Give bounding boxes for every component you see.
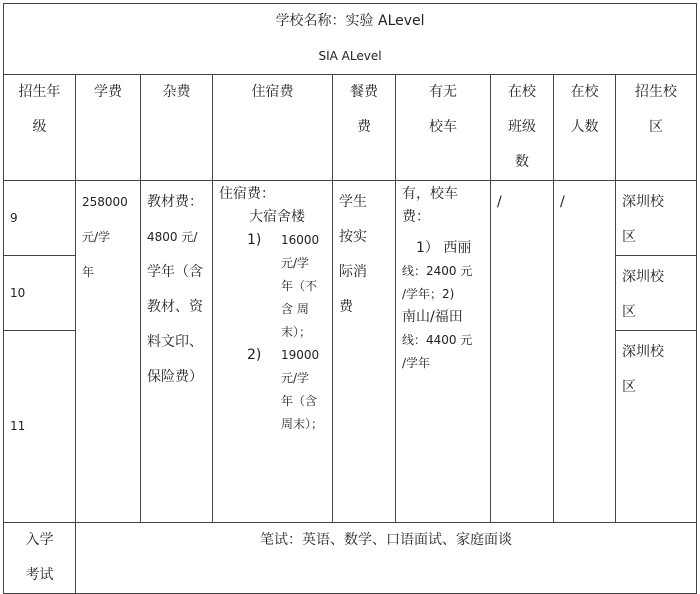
campus-l1: 深圳校 bbox=[622, 344, 664, 360]
header-students-l2: 人数 bbox=[570, 119, 599, 135]
school-name-cell bbox=[4, 4, 697, 75]
header-misc: 杂费 bbox=[141, 75, 213, 181]
bus-l7: 线：4400 元 bbox=[402, 333, 473, 347]
meal-l4: 费 bbox=[339, 299, 353, 315]
meal-l2: 按实 bbox=[339, 229, 367, 245]
tuition-cell bbox=[76, 181, 141, 523]
bus-l6: 南山/福田 bbox=[402, 309, 463, 325]
grade-cell: 11 bbox=[4, 331, 76, 523]
campus-cell bbox=[616, 181, 697, 256]
option-2-l1: 19000 bbox=[281, 348, 320, 362]
campus-l1: 深圳校 bbox=[622, 194, 664, 210]
boarding-label: 住宿费： bbox=[219, 186, 275, 202]
campus-l2: 区 bbox=[622, 379, 636, 395]
boarding-cell bbox=[213, 181, 333, 523]
tuition-l3: 年 bbox=[82, 265, 95, 279]
header-students-l1: 在校 bbox=[570, 84, 599, 100]
campus-l2: 区 bbox=[622, 229, 636, 245]
header-classes-l3: 数 bbox=[515, 154, 529, 170]
option-1-l3: 年（不 bbox=[281, 279, 318, 293]
campus-cell bbox=[616, 256, 697, 331]
boarding-building: 大宿舍楼 bbox=[249, 209, 305, 225]
boarding-option-2 bbox=[219, 344, 326, 436]
misc-cell bbox=[141, 181, 213, 523]
exam-content: 笔试：英语、数学、口语面试、家庭面谈 bbox=[76, 523, 697, 594]
header-tuition: 学费 bbox=[76, 75, 141, 181]
header-classes-l1: 在校 bbox=[508, 84, 536, 100]
tuition-l1: 258000 bbox=[82, 195, 128, 209]
option-2-marker: 2) bbox=[247, 347, 262, 363]
misc-l4: 教材、资 bbox=[147, 299, 203, 315]
bus-l1: 有，校车 bbox=[402, 186, 458, 202]
exam-label-cell bbox=[4, 523, 76, 594]
option-2-l3: 年（含 bbox=[281, 394, 318, 408]
header-bus bbox=[396, 75, 491, 181]
grade-cell: 10 bbox=[4, 256, 76, 331]
bus-l5: /学年；2) bbox=[402, 287, 455, 301]
exam-label-l1: 入学 bbox=[25, 532, 54, 548]
boarding-option-1 bbox=[219, 229, 326, 344]
header-boarding: 住宿费 bbox=[213, 75, 333, 181]
table-row bbox=[4, 181, 697, 256]
campus-l2: 区 bbox=[622, 304, 636, 320]
bus-cell bbox=[396, 181, 491, 523]
classes-cell: / bbox=[491, 181, 554, 523]
meal-l1: 学生 bbox=[339, 194, 367, 210]
option-1-marker: 1) bbox=[247, 232, 262, 248]
exam-label-l2: 考试 bbox=[25, 567, 54, 583]
school-name-en: SIA ALevel bbox=[318, 49, 382, 63]
grade-cell: 9 bbox=[4, 181, 76, 256]
header-row bbox=[4, 75, 697, 181]
option-2-l2: 元/学 bbox=[281, 371, 310, 385]
header-campus bbox=[616, 75, 697, 181]
header-meal-l1: 餐费 bbox=[350, 84, 378, 100]
option-1-text bbox=[281, 229, 319, 344]
bus-l4: 线：2400 元 bbox=[402, 264, 473, 278]
option-1-l5: 末）； bbox=[281, 325, 312, 339]
misc-l1: 教材费： bbox=[147, 194, 203, 210]
header-meal-l2: 费 bbox=[357, 119, 371, 135]
option-2-l4: 周末）； bbox=[281, 417, 324, 431]
option-1-l1: 16000 bbox=[281, 233, 320, 247]
tuition-l2: 元/学 bbox=[82, 230, 111, 244]
header-campus-l2: 区 bbox=[649, 119, 664, 135]
students-cell: / bbox=[554, 181, 616, 523]
misc-l3: 学年（含 bbox=[147, 264, 203, 280]
meal-l3: 际消 bbox=[339, 264, 367, 280]
header-classes-l2: 班级 bbox=[508, 119, 536, 135]
header-meal bbox=[333, 75, 396, 181]
bus-l8: /学年 bbox=[402, 356, 431, 370]
meal-cell bbox=[333, 181, 396, 523]
misc-l6: 保险费） bbox=[147, 369, 203, 385]
header-grade bbox=[4, 75, 76, 181]
bus-l2: 费： bbox=[402, 209, 430, 225]
bus-l3: 1） 西丽 bbox=[416, 240, 472, 256]
misc-l5: 料文印、 bbox=[147, 334, 203, 350]
header-bus-l2: 校车 bbox=[429, 119, 457, 135]
header-bus-l1: 有无 bbox=[429, 84, 457, 100]
exam-row bbox=[4, 523, 697, 594]
option-2-text bbox=[281, 344, 323, 436]
misc-l2: 4800 元/ bbox=[147, 230, 198, 244]
header-classes bbox=[491, 75, 554, 181]
header-campus-l1: 招生校 bbox=[635, 84, 678, 100]
title-row bbox=[4, 4, 697, 75]
option-1-l2: 元/学 bbox=[281, 256, 310, 270]
school-info-table bbox=[3, 3, 697, 594]
school-name: 学校名称：实验 ALevel bbox=[275, 13, 425, 29]
header-grade-l2: 级 bbox=[32, 119, 47, 135]
campus-l1: 深圳校 bbox=[622, 269, 664, 285]
campus-cell bbox=[616, 331, 697, 523]
header-grade-l1: 招生年 bbox=[18, 84, 61, 100]
option-1-l4: 含 周 bbox=[281, 302, 309, 316]
header-students bbox=[554, 75, 616, 181]
